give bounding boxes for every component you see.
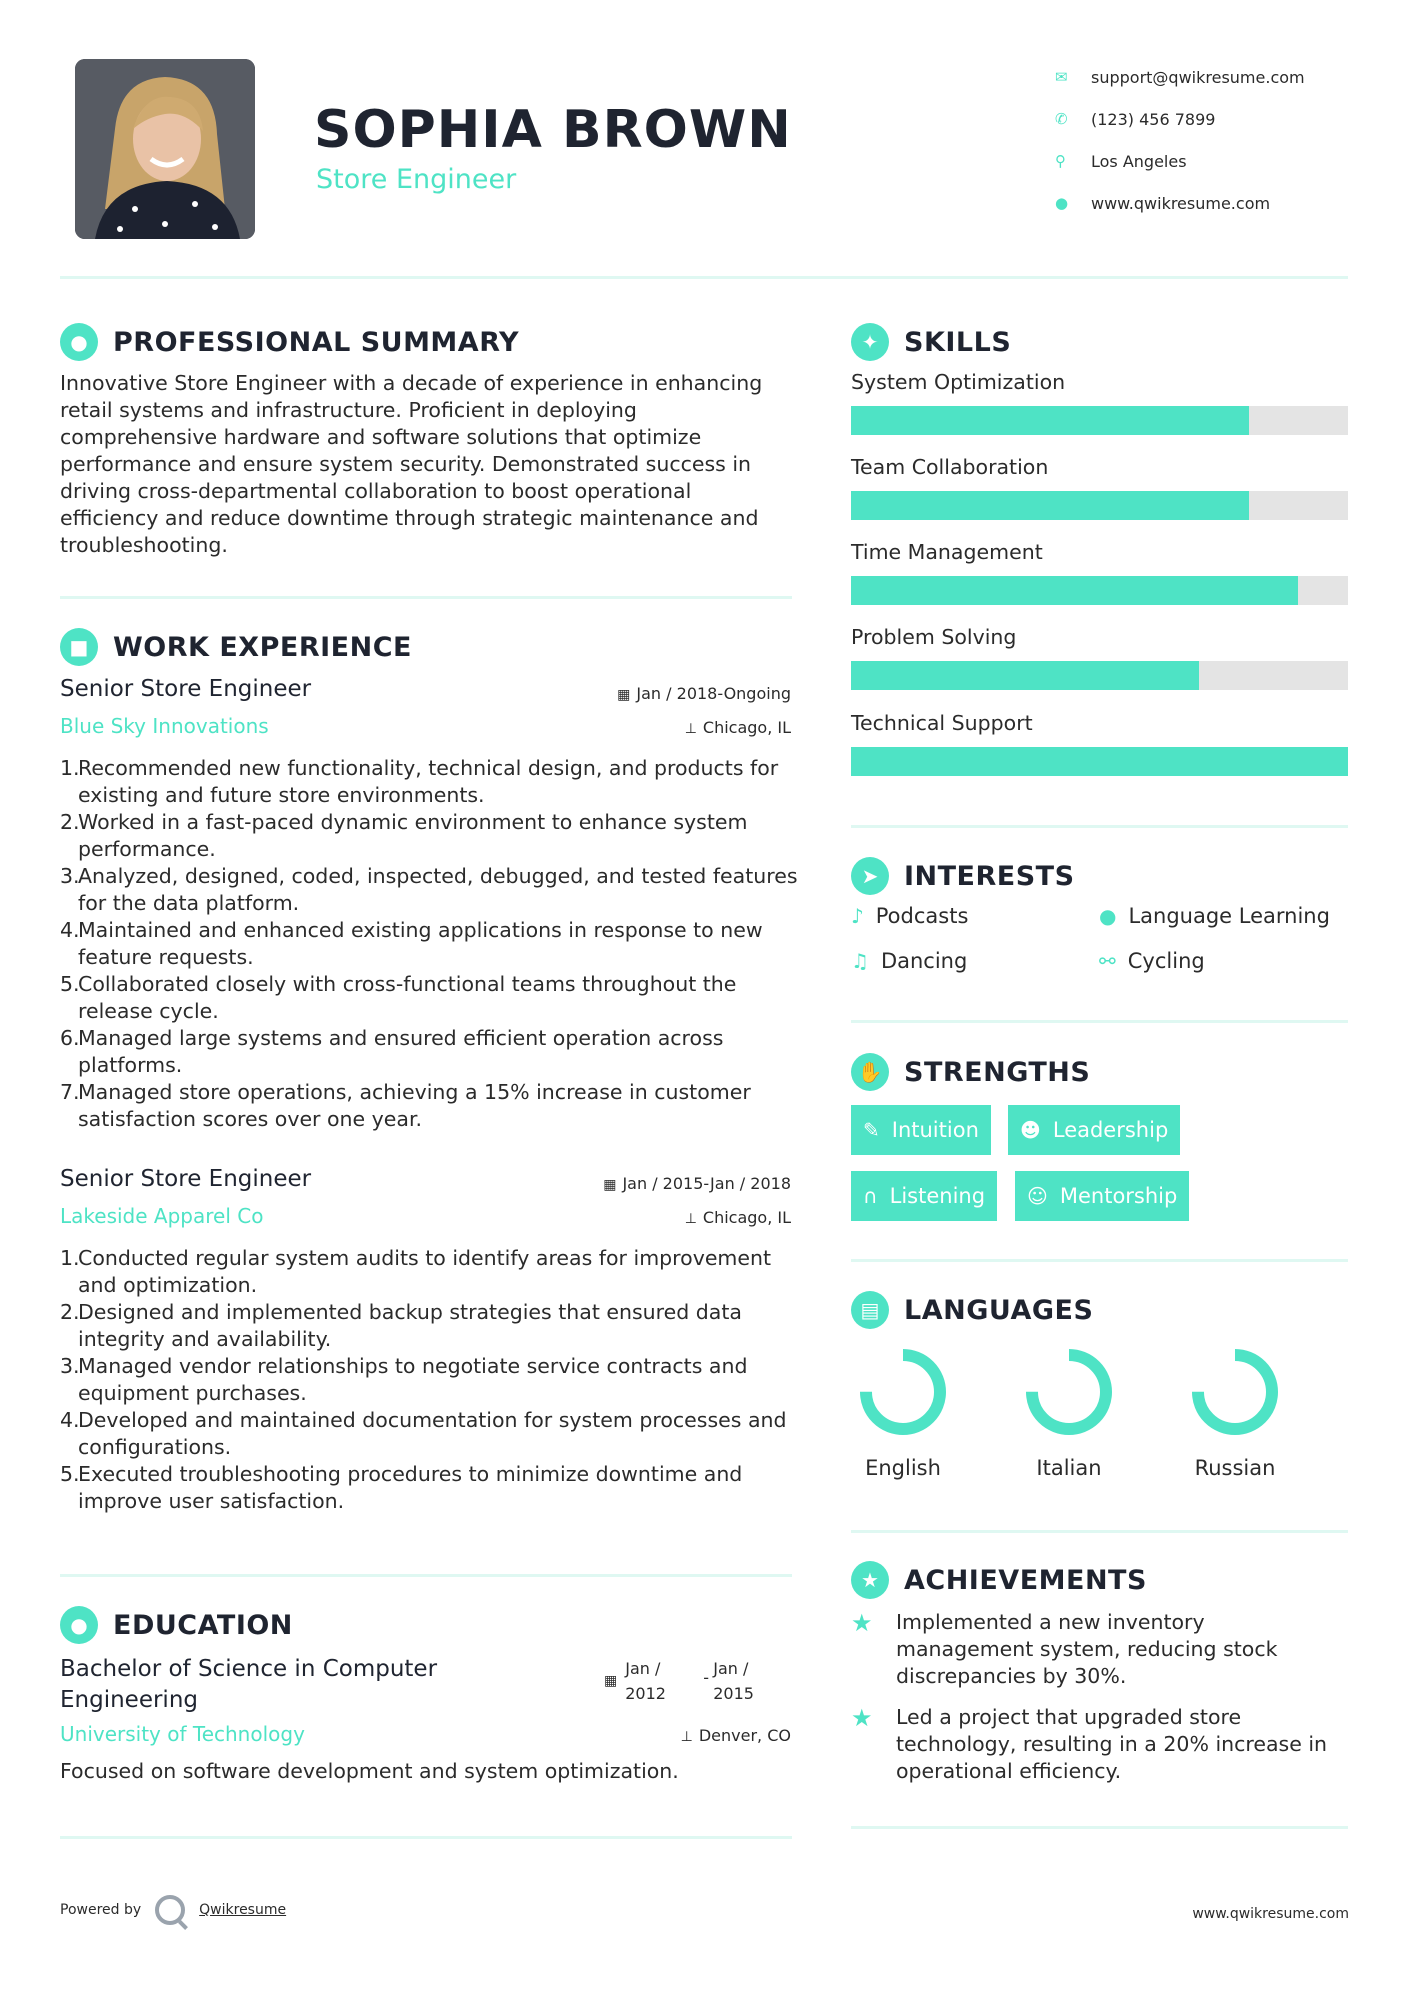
user-icon: ● [60, 323, 98, 361]
graduate-icon: ● [60, 1606, 98, 1644]
strength-label: Intuition [891, 1118, 979, 1142]
summary-title: PROFESSIONAL SUMMARY [113, 326, 520, 358]
contact-location [1055, 140, 1355, 182]
globe-icon: ● [1099, 904, 1117, 928]
powered-by-text: Powered by [60, 1902, 142, 1918]
strength-label: Mentorship [1059, 1184, 1178, 1208]
degree-title [60, 1654, 437, 1716]
language-label: Russian [1194, 1456, 1276, 1480]
qwikresume-logo-icon [155, 1895, 185, 1925]
skill-bar-track [851, 576, 1348, 605]
footer-powered-by [60, 1895, 286, 1925]
achievement-item [851, 1609, 1351, 1690]
languages-heading [851, 1291, 1093, 1329]
lightbulb-icon: ✦ [851, 323, 889, 361]
strengths-divider [851, 1259, 1348, 1262]
education-end-month: Jan / [713, 1659, 749, 1678]
education-divider [60, 1836, 792, 1839]
list-item: Developed and maintained documentation for system processes and configurations. [78, 1408, 787, 1459]
job-2-duties [60, 1245, 800, 1515]
interest-item [851, 949, 967, 973]
degree-line-2: Engineering [60, 1687, 198, 1713]
briefcase-icon: ■ [60, 628, 98, 666]
list-item: Maintained and enhanced existing applications in response to new feature requests. [78, 918, 763, 969]
languages-title: LANGUAGES [904, 1294, 1094, 1326]
calendar-icon: ▦ [604, 1672, 618, 1689]
degree-line-1: Bachelor of Science in Computer [60, 1656, 438, 1682]
award-star-icon: ★ [851, 1561, 889, 1599]
job-2-date [603, 1174, 791, 1193]
microphone-icon: ♪ [851, 904, 864, 928]
globe-icon: ● [1055, 194, 1069, 212]
job-1-date [617, 684, 791, 703]
language-item [1175, 1346, 1295, 1480]
contact-list [1055, 56, 1355, 224]
candidate-name: SOPHIA BROWN [314, 100, 792, 160]
job-2-title: Senior Store Engineer [60, 1166, 312, 1192]
job-2-location-text: Chicago, IL [702, 1208, 791, 1227]
contact-email[interactable] [1055, 56, 1355, 98]
language-item [1009, 1346, 1129, 1480]
contact-location-text: Los Angeles [1091, 151, 1187, 171]
skill-item [851, 625, 1348, 690]
skill-bar-track [851, 661, 1348, 690]
headphones-icon: ∩ [863, 1184, 878, 1208]
interest-item [1099, 904, 1330, 928]
skill-label: Problem Solving [851, 625, 1017, 649]
list-item: Collaborated closely with cross-functional teams throughout the release cycle. [78, 972, 737, 1023]
profile-photo [75, 59, 255, 239]
education-start-year: 2012 [625, 1684, 666, 1703]
job-1-location-text: Chicago, IL [702, 718, 791, 737]
experience-title: WORK EXPERIENCE [113, 631, 412, 663]
education-date-dash: - [703, 1667, 710, 1687]
list-item: Worked in a fast-paced dynamic environment to enhance system performance. [78, 810, 748, 861]
phone-icon: ✆ [1055, 110, 1068, 128]
pushpin-icon: ⊥ [680, 1729, 693, 1745]
job-1-date-text: Jan / 2018-Ongoing [636, 684, 791, 703]
location-pin-icon: ⚲ [1055, 152, 1066, 170]
job-1-company: Blue Sky Innovations [60, 714, 269, 738]
achievement-text: Implemented a new inventory management system, reducing stock discrepancies by 30%. [896, 1610, 1278, 1688]
language-ring [1189, 1346, 1281, 1438]
skill-bar-fill [851, 576, 1298, 605]
skill-item [851, 455, 1348, 520]
interest-item [851, 904, 968, 928]
education-start [625, 1656, 703, 1706]
job-2-company: Lakeside Apparel Co [60, 1204, 264, 1228]
contact-website[interactable] [1055, 182, 1355, 224]
list-item: Analyzed, designed, coded, inspected, debugged, and tested features for the data platform. [78, 864, 798, 915]
education-dates [604, 1656, 763, 1706]
star-icon: ★ [851, 1609, 873, 1637]
interest-label: Cycling [1127, 949, 1205, 973]
interest-label: Podcasts [875, 904, 969, 928]
experience-heading [60, 628, 412, 666]
interest-label: Language Learning [1128, 904, 1330, 928]
language-ring [857, 1346, 949, 1438]
candidate-role: Store Engineer [316, 164, 517, 195]
summary-divider [60, 596, 792, 599]
music-note-icon: ♫ [851, 949, 869, 973]
contact-phone-text: (123) 456 7899 [1091, 109, 1216, 129]
education-end [713, 1656, 763, 1706]
strength-badge [1008, 1105, 1180, 1155]
paper-plane-icon: ➤ [851, 857, 889, 895]
education-end-year: 2015 [713, 1684, 754, 1703]
user-plus-icon: ☺ [1027, 1184, 1048, 1208]
languages-divider [851, 1530, 1348, 1533]
strength-badge [1015, 1171, 1189, 1221]
pushpin-icon: ⊥ [684, 721, 697, 737]
education-start-month: Jan / [625, 1659, 661, 1678]
list-item: Managed store operations, achieving a 15% increase in customer satisfaction scores over one year. [78, 1080, 751, 1131]
header-divider [60, 276, 1348, 279]
list-item: Designed and implemented backup strategies that ensured data integrity and availability. [78, 1300, 742, 1351]
education-title: EDUCATION [113, 1609, 293, 1641]
list-item: Conducted regular system audits to identify areas for improvement and optimization. [78, 1246, 772, 1297]
skill-item [851, 540, 1348, 605]
interest-item [1099, 949, 1205, 973]
job-2-date-text: Jan / 2015-Jan / 2018 [622, 1174, 791, 1193]
experience-divider [60, 1574, 792, 1577]
contact-email-text: support@qwikresume.com [1091, 67, 1305, 87]
pushpin-icon: ⊥ [684, 1211, 697, 1227]
achievements-divider [851, 1826, 1348, 1829]
skill-bar-track [851, 747, 1348, 776]
job-2-location [685, 1208, 791, 1227]
skill-label: System Optimization [851, 370, 1066, 394]
list-item: Managed large systems and ensured efficient operation across platforms. [78, 1026, 724, 1077]
contact-website-text: www.qwikresume.com [1091, 193, 1271, 213]
achievements-title: ACHIEVEMENTS [904, 1564, 1147, 1596]
summary-text: Innovative Store Engineer with a decade of experience in enhancing retail systems and infrastructure. Proficient in deploying comprehensive hardware and software solutions that optimize performance and ensure system security. Demonstrated success in driving cross-departmental collaboration to boost operational efficiency and reduce downtime through strategic maintenance and troubleshooting. [60, 371, 763, 557]
list-item: Managed vendor relationships to negotiate service contracts and equipment purchases. [78, 1354, 748, 1405]
users-icon: ☻ [1020, 1118, 1041, 1142]
footer-url[interactable]: www.qwikresume.com [1192, 1906, 1349, 1922]
strengths-heading [851, 1053, 1090, 1091]
strength-badge [851, 1171, 997, 1221]
achievement-item [851, 1704, 1351, 1785]
calendar-icon: ▦ [603, 1177, 617, 1193]
strengths-title: STRENGTHS [904, 1056, 1091, 1088]
skill-item [851, 711, 1348, 776]
language-card-icon: ▤ [851, 1291, 889, 1329]
skills-heading [851, 323, 1011, 361]
bicycle-icon: ⚯ [1099, 949, 1116, 973]
interests-heading [851, 857, 1075, 895]
education-location-text: Denver, CO [698, 1726, 791, 1745]
qwikresume-link[interactable]: Qwikresume [199, 1902, 287, 1918]
achievements-heading [851, 1561, 1147, 1599]
strength-badge [851, 1105, 991, 1155]
skills-title: SKILLS [904, 326, 1012, 358]
school-name: University of Technology [60, 1722, 305, 1746]
education-location [681, 1726, 791, 1745]
job-1-title: Senior Store Engineer [60, 676, 312, 702]
skill-item [851, 370, 1348, 435]
achievement-text: Led a project that upgraded store technology, resulting in a 20% increase in operational efficiency. [896, 1705, 1328, 1783]
skill-bar-fill [851, 747, 1348, 776]
magic-wand-icon: ✎ [863, 1118, 880, 1142]
list-item: Recommended new functionality, technical design, and products for existing and future store environments. [78, 756, 779, 807]
skill-label: Team Collaboration [851, 455, 1049, 479]
education-heading [60, 1606, 293, 1644]
strength-label: Listening [889, 1184, 986, 1208]
language-ring [1023, 1346, 1115, 1438]
language-label: English [865, 1456, 941, 1480]
job-1-duties [60, 755, 800, 1133]
skill-label: Time Management [851, 540, 1043, 564]
language-item [843, 1346, 963, 1480]
calendar-icon: ▦ [617, 687, 631, 703]
skills-divider [851, 825, 1348, 828]
language-label: Italian [1036, 1456, 1102, 1480]
education-description: Focused on software development and system optimization. [60, 1759, 679, 1783]
interests-title: INTERESTS [904, 860, 1075, 892]
list-item: Executed troubleshooting procedures to minimize downtime and improve user satisfaction. [78, 1462, 743, 1513]
interests-divider [851, 1020, 1348, 1023]
skill-bar-fill [851, 406, 1249, 435]
skill-bar-fill [851, 661, 1199, 690]
star-icon: ★ [851, 1704, 873, 1732]
skill-bar-track [851, 491, 1348, 520]
skill-bar-fill [851, 491, 1249, 520]
strength-label: Leadership [1052, 1118, 1169, 1142]
summary-heading [60, 323, 519, 361]
hand-icon: ✋ [851, 1053, 889, 1091]
skill-bar-track [851, 406, 1348, 435]
interest-label: Dancing [880, 949, 968, 973]
job-1-location [685, 718, 791, 737]
skill-label: Technical Support [851, 711, 1033, 735]
mail-icon: ✉ [1055, 68, 1068, 86]
contact-phone[interactable] [1055, 98, 1355, 140]
